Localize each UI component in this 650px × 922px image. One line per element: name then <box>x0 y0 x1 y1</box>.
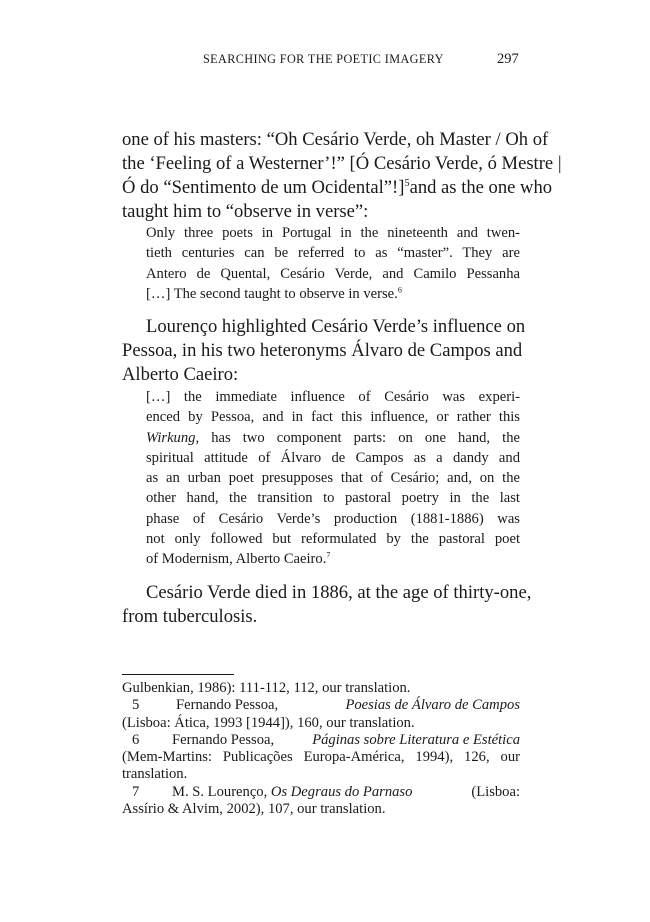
quote-text: of Modernism, Alberto Caeiro. <box>146 551 327 568</box>
footnote-number: 5 <box>132 697 140 714</box>
paragraph-line: from tuberculosis. <box>122 606 258 627</box>
paragraph-3 <box>122 581 532 629</box>
footnote-author: Fernando Pessoa, <box>172 731 275 748</box>
quote-line: enced by Pessoa, and in fact this influence, or rather this <box>146 409 520 426</box>
paragraph-2 <box>122 315 526 387</box>
paragraph-1 <box>122 128 562 224</box>
footnote-line: (Mem-Martins: Publicações Europa-América, 1994), 126, our <box>122 749 520 766</box>
footnote-separator <box>122 674 234 675</box>
block-quote-1 <box>146 223 520 304</box>
quote-line: Only three poets in Portugal in the nineteenth and twen- <box>146 225 520 241</box>
quote-italic-word: Wirkung <box>146 429 196 446</box>
footnote-line: (Lisboa: Ática, 1993 [1944]), 160, our translation. <box>122 714 415 731</box>
quote-line: tieth centuries can be referred to as “master”. They are <box>146 245 520 262</box>
footnote-title: Poesias de Álvaro de Campos <box>345 697 520 714</box>
paragraph-line: Lourenço highlighted Cesário Verde’s influence on <box>146 316 526 337</box>
footnote-author: Fernando Pessoa, <box>176 697 279 714</box>
footnote-6 <box>122 732 520 749</box>
footnote-author: M. S. Lourenço, <box>172 783 271 800</box>
quote-line <box>146 284 520 304</box>
quote-line: Antero de Quental, Cesário Verde, and Camilo Pessanha <box>146 265 520 282</box>
paragraph-line: taught him to “observe in verse”: <box>122 201 369 222</box>
footnotes <box>122 680 520 818</box>
quote-line: […] the immediate influence of Cesário was experi- <box>146 389 520 405</box>
block-quote-2 <box>146 387 520 570</box>
running-head: SEARCHING FOR THE POETIC IMAGERY <box>203 52 444 66</box>
quote-line: spiritual attitude of Álvaro de Campos as a dandy and <box>146 449 520 466</box>
quote-line: other hand, the transition to pastoral poetry in the last <box>146 490 520 507</box>
paragraph-line <box>122 176 553 200</box>
paragraph-text: Ó do “Sentimento de um Ocidental”!] <box>122 177 405 198</box>
footnote-number: 6 <box>132 731 140 748</box>
footnote-7 <box>122 784 520 801</box>
paragraph-text: and as the one who <box>409 177 553 198</box>
footnote-5-lead <box>122 697 278 714</box>
paragraph-text <box>122 176 410 200</box>
footnote-line: translation. <box>122 766 188 783</box>
footnote-6-lead <box>122 732 274 749</box>
footnote-title: Páginas sobre Literatura e Estética <box>312 731 520 748</box>
footnote-ref-5: 5 <box>404 177 410 189</box>
page-number: 297 <box>497 51 519 67</box>
footnote-ref-7: 7 <box>326 550 331 560</box>
quote-text: , has two component parts: on one hand, the <box>195 429 520 446</box>
footnote-ref-6: 6 <box>397 285 402 295</box>
quote-text: […] The second taught to observe in verse. <box>146 285 398 302</box>
footnote-5 <box>122 697 520 714</box>
quote-line <box>146 549 520 569</box>
paragraph-line: Cesário Verde died in 1886, at the age of thirty-one, <box>146 582 532 603</box>
quote-line: not only followed but reformulated by the pastoral poet <box>146 531 520 548</box>
quote-line: as an urban poet presupposes that of Cesário; and, on the <box>146 470 520 487</box>
footnote-title: Os Degraus do Parnaso <box>270 783 413 800</box>
footnote-text: (Lisboa: <box>471 783 520 800</box>
quote-line: phase of Cesário Verde’s production (1881-1886) was <box>146 510 520 527</box>
footnote-continuation: Gulbenkian, 1986): 111-112, 112, our translation. <box>122 680 411 696</box>
paragraph-line: the ‘Feeling of a Westerner’!” [Ó Cesário Verde, ó Mestre | <box>122 153 562 174</box>
page-header <box>0 52 650 72</box>
paragraph-line: Pessoa, in his two heteronyms Álvaro de Campos and <box>122 340 523 361</box>
footnote-number: 7 <box>132 783 140 800</box>
paragraph-line: one of his masters: “Oh Cesário Verde, oh Master / Oh of <box>122 129 549 150</box>
footnote-line: Assírio & Alvim, 2002), 107, our translation. <box>122 801 386 818</box>
footnote-7-lead <box>122 784 412 801</box>
paragraph-line: Alberto Caeiro: <box>122 364 239 385</box>
quote-line <box>146 428 520 448</box>
